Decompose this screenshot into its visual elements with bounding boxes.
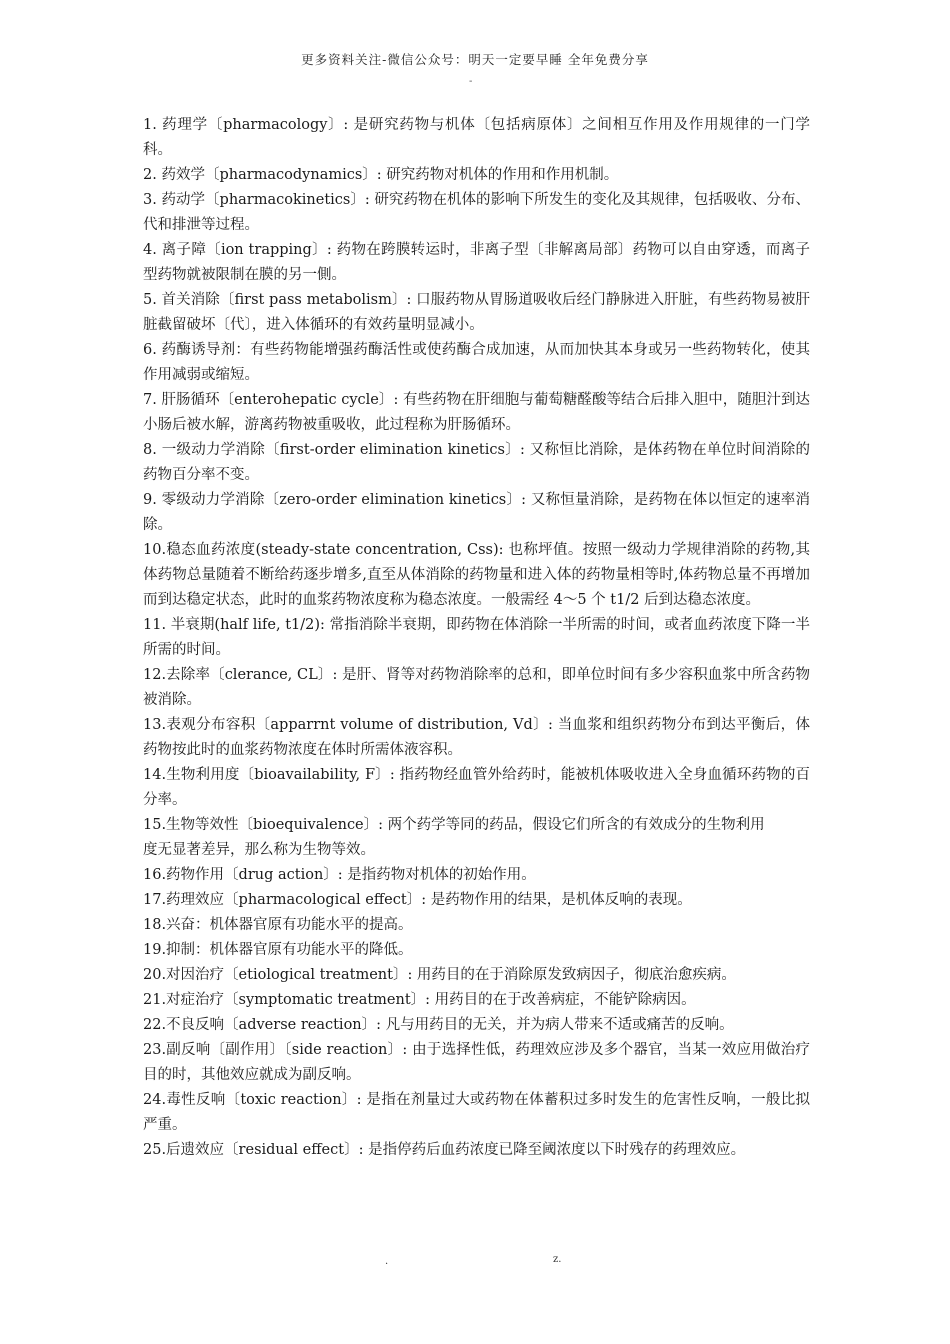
definition-6: 6. 药酶诱导剂：有些药物能增强药酶活性或使药酶合成加速，从而加快其本身或另一些药物转化，使其作用减弱或缩短。 [143,342,810,383]
definition-24: 24.毒性反响〔toxic reaction〕: 是指在剂量过大或药物在体蓄积过多时发生的危害性反响，一般比拟严重。 [143,1092,810,1133]
header-mark: - [469,76,473,87]
page-header: 更多资料关注-微信公众号：明天一定要早睡 全年免费分享 [301,52,649,67]
definition-18: 18.兴奋：机体器官原有功能水平的提高。 [143,917,413,933]
definition-7: 7. 肝肠循环〔enterohepatic cycle〕: 有些药物在肝细胞与葡萄糖醛酸等结合后排入胆中，随胆汁到达小肠后被水解，游离药物被重吸收，此过程称为肝肠循环。 [143,392,810,433]
definition-12: 12.去除率〔clerance, CL〕: 是肝、肾等对药物消除率的总和，即单位时间有多少容积血浆中所含药物被消除。 [143,667,810,708]
definition-25: 25.后遗效应〔residual effect〕: 是指停药后血药浓度已降至阈浓度以下时残存的药理效应。 [143,1142,746,1158]
definition-8: 8. 一级动力学消除〔first-order elimination kinetics〕: 又称恒比消除，是体药物在单位时间消除的药物百分率不变。 [143,442,810,483]
footer-left-mark: . [385,1256,389,1267]
definition-4: 4. 离子障〔ion trapping〕: 药物在跨膜转运时，非离子型〔非解离局部〕药物可以自由穿透，而离子型药物就被限制在膜的另一側。 [143,242,810,283]
definition-1: 1. 药理学〔pharmacology〕: 是研究药物与机体〔包括病原体〕之间相互作用及作用规律的一门学科。 [143,117,810,158]
definition-15-continued: 度无显著差异，那么称为生物等效。 [143,842,375,858]
definition-19: 19.抑制：机体器官原有功能水平的降低。 [143,942,413,958]
definition-13: 13.表观分布容积〔apparrnt volume of distribution, Vd〕: 当血浆和组织药物分布到达平衡后，体药物按此时的血浆药物浓度在体时所需体液容积。 [143,717,810,758]
definition-16: 16.药物作用〔drug action〕: 是指药物对机体的初始作用。 [143,867,536,883]
definition-21: 21.对症治疗〔symptomatic treatment〕: 用药目的在于改善病症，不能铲除病因。 [143,992,696,1008]
definition-3: 3. 药动学〔pharmacokinetics〕: 研究药物在机体的影响下所发生的变化及其规律，包括吸收、分布、代和排泄等过程。 [143,192,810,233]
definition-9: 9. 零级动力学消除〔zero-order elimination kinetics〕: 又称恒量消除，是药物在体以恒定的速率消除。 [143,492,810,533]
definition-10: 10.稳态血药浓度(steady-state concentration, Css): 也称坪值。按照一级动力学规律消除的药物,其体药物总量随着不断给药逐步增多,直至从体消除的药物量和进入体的药物量相等时,体药物总量不再增加而到达稳定状态，此时的血浆药物浓度称为稳态浓度。一般需经 4～5 个 t1/2 后到达稳态浓度。 [143,542,810,608]
definition-11: 11. 半衰期(half life, t1/2): 常指消除半衰期，即药物在体消除一半所需的时间，或者血药浓度下降一半所需的时间。 [143,617,810,658]
definition-5: 5. 首关消除〔first pass metabolism〕: 口服药物从胃肠道吸收后经门静脉进入肝脏，有些药物易被肝脏截留破坏〔代〕，进入体循环的有效药量明显减小。 [143,292,810,333]
footer-page-mark: z. [553,1254,562,1265]
definition-15: 15.生物等效性〔bioequivalence〕: 两个药学等同的药品，假设它们所含的有效成分的生物利用 [143,817,765,833]
definition-2: 2. 药效学〔pharmacodynamics〕: 研究药物对机体的作用和作用机制。 [143,167,619,183]
definition-17: 17.药理效应〔pharmacological effect〕: 是药物作用的结果，是机体反响的表现。 [143,892,692,908]
definition-14: 14.生物利用度〔bioavailability, F〕: 指药物经血管外给药时，能被机体吸收进入全身血循环药物的百分率。 [143,767,810,808]
document-body [143,113,810,1163]
definition-20: 20.对因治疗〔etiological treatment〕: 用药目的在于消除原发致病因子，彻底治愈疾病。 [143,967,736,983]
definition-23: 23.副反响〔副作用〕〔side reaction〕: 由于选择性低，药理效应涉及多个器官，当某一效应用做治疗目的时，其他效应就成为副反响。 [143,1042,810,1083]
definition-22: 22.不良反响〔adverse reaction〕: 凡与用药目的无关，并为病人带来不适或痛苦的反响。 [143,1017,734,1033]
